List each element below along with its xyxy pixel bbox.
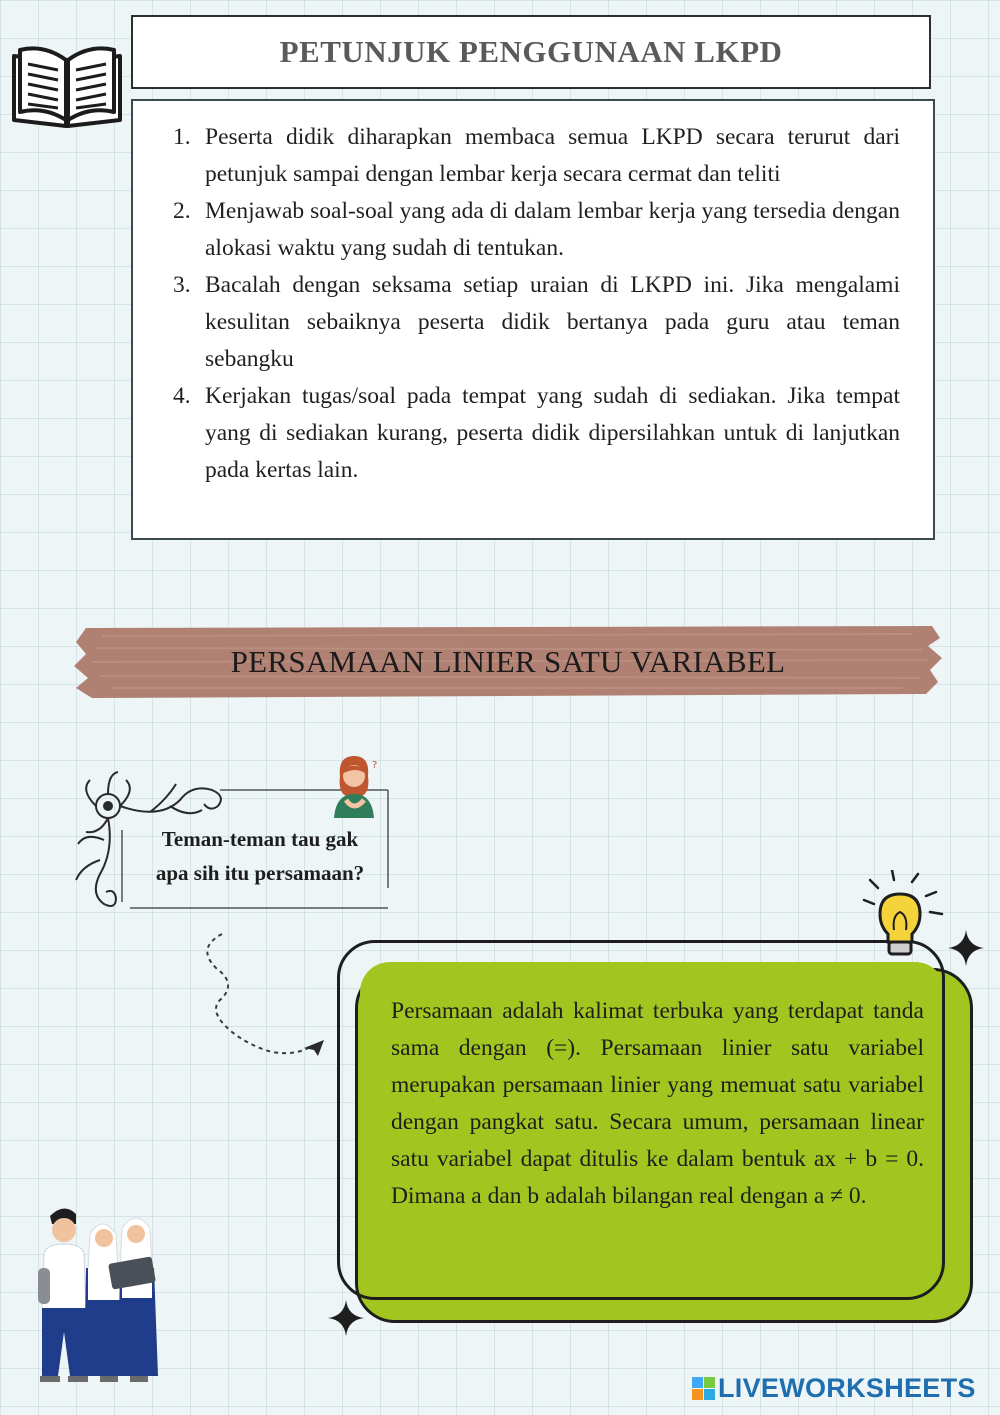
instructions-list — [173, 119, 900, 489]
list-item-text: Kerjakan tugas/soal pada tempat yang sudah di sediakan. Jika tempat yang di sediakan kurang, peserta didik dipersilahkan untuk di lanjutkan pada kertas lain. — [205, 383, 900, 483]
students-illustration — [30, 1200, 170, 1384]
brand-name: LIVEWORKSHEETS — [718, 1373, 976, 1403]
list-item-number: 3. — [173, 272, 191, 298]
instructions-box — [131, 99, 935, 540]
svg-text:?: ? — [372, 760, 378, 771]
list-item-text: Bacalah dengan seksama setiap uraian di LKPD ini. Jika mengalami kesulitan sebaiknya peserta didik bertanya pada guru atau teman sebangku — [205, 272, 900, 372]
list-item-text: Peserta didik diharapkan membaca semua LKPD secara terurut dari petunjuk sampai dengan lembar kerja secara cermat dan teliti — [205, 124, 900, 187]
liveworksheets-logo-icon — [692, 1377, 715, 1400]
question-bubble — [130, 822, 390, 890]
lightbulb-icon — [860, 870, 950, 962]
page-title: PETUNJUK PENGGUNAAN LKPD — [279, 34, 783, 69]
section-title: PERSAMAAN LINIER SATU VARIABEL — [230, 644, 786, 679]
paper-plane-icon — [302, 1038, 326, 1058]
list-item — [173, 193, 900, 267]
list-item — [173, 378, 900, 489]
list-item — [173, 119, 900, 193]
sparkle-icon — [328, 1300, 364, 1336]
girl-thinking-illustration — [328, 752, 384, 818]
liveworksheets-logo — [692, 1373, 976, 1404]
definition-text: Persamaan adalah kalimat terbuka yang terdapat tanda sama dengan (=). Persamaan linier satu variabel merupakan persamaan linier yang memuat satu variabel dengan pangkat satu. Secara umum, persamaan linear satu variabel dapat ditulis ke dalam bentuk ax + b = 0. Dimana a dan b adalah bilangan real dengan a ≠ 0. — [391, 998, 924, 1209]
list-item-number: 1. — [173, 124, 191, 150]
list-item — [173, 267, 900, 378]
question-line-2: apa sih itu persamaan? — [155, 861, 365, 885]
list-item-number: 2. — [173, 198, 191, 224]
section-banner — [72, 624, 944, 700]
question-line-1: Teman-teman tau gak — [161, 827, 359, 851]
list-item-text: Menjawab soal-soal yang ada di dalam lembar kerja yang tersedia dengan alokasi waktu yang sudah di tentukan. — [205, 198, 900, 261]
list-item-number: 4. — [173, 383, 191, 409]
sparkle-icon — [948, 930, 984, 966]
title-box — [131, 15, 931, 89]
open-book-icon — [8, 42, 126, 128]
